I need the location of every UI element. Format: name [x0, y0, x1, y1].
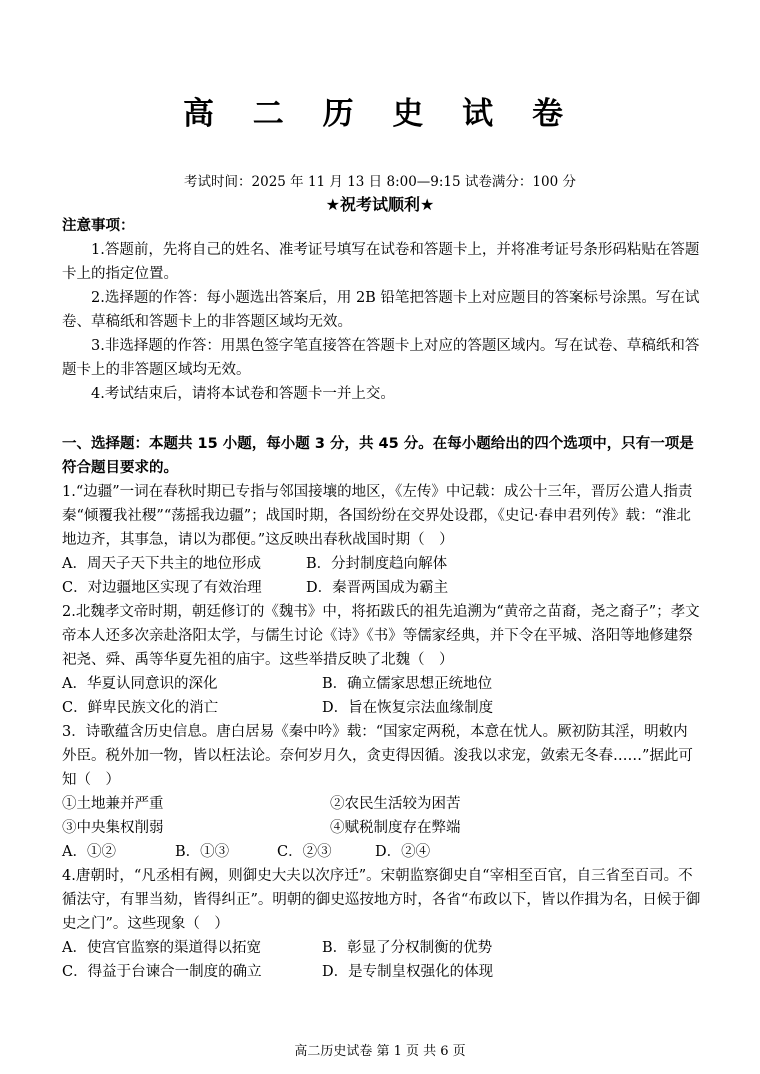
- option-d: D．秦晋两国成为霸主: [306, 580, 449, 596]
- note-item: 3.非选择题的作答：用黑色签字笔直接答在答题卡上对应的答题区域内。写在试卷、草稿纸和答题卡上的非答题区域均无效。: [62, 338, 700, 378]
- option-a: A．周天子天下共主的地位形成: [62, 556, 261, 572]
- question-1-stem: 1.“边疆”一词在春秋时期已专指与邻国接壤的地区，《左传》中记载：成公十三年，晋厉公遣人指责秦“倾覆我社稷”“荡摇我边疆”；战国时期，各国纷纷在交界处设郡，《史记·春申君列传》载：“淮北地边齐，其事急，请以为郡便。”这反映出春秋战国时期（ ）: [62, 484, 693, 548]
- note-item: 4.考试结束后，请将本试卷和答题卡一并上交。: [91, 386, 395, 402]
- statement-item: ③中央集权削弱: [62, 820, 164, 836]
- question-2-options-row: [62, 672, 702, 696]
- question-3-stem: 3．诗歌蕴含历史信息。唐白居易《秦中吟》载：“国家定两税，本意在忧人。厥初防其淫，明敕内外臣。税外加一物，皆以枉法论。奈何岁月久，贪吏得因循。浚我以求宠，敛索无冬春……”据此可知（ ）: [62, 724, 693, 788]
- page-footer: 高二历史试卷 第 1 页 共 6 页: [294, 1044, 466, 1059]
- question-2-options-row: [62, 696, 702, 720]
- question-3-items-row: [62, 816, 702, 840]
- question-4-options-row: [62, 936, 702, 960]
- option-c: C．对边疆地区实现了有效治理: [62, 580, 262, 596]
- option-c: C．得益于台谏合一制度的确立: [62, 964, 262, 980]
- option-b: B．①③: [175, 844, 230, 860]
- option-b: B．彰显了分权制衡的优势: [322, 940, 493, 956]
- option-a: A．①②: [62, 844, 116, 860]
- statement-item: ①土地兼并严重: [62, 796, 164, 812]
- question-1-options-row: [62, 552, 702, 576]
- blessing: ★祝考试顺利★: [325, 195, 435, 214]
- question-3-items-row: [62, 792, 702, 816]
- option-d: D．旨在恢复宗法血缘制度: [322, 700, 494, 716]
- note-item: 2.选择题的作答：每小题选出答案后，用 2B 铅笔把答题卡上对应题目的答案标号涂黑。写在试卷、草稿纸和答题卡上的非答题区域均无效。: [62, 290, 700, 330]
- section-heading: 一、选择题：本题共 15 小题，每小题 3 分，共 45 分。在每小题给出的四个选项中，只有一项是符合题目要求的。: [62, 436, 694, 476]
- notes-heading: 注意事项：: [62, 218, 135, 234]
- statement-item: ②农民生活较为困苦: [330, 796, 461, 812]
- exam-info: 考试时间：2025 年 11 月 13 日 8:00—9:15 试卷满分：100 分: [184, 174, 576, 190]
- question-2-stem: 2.北魏孝文帝时期，朝廷修订的《魏书》中，将拓跋氏的祖先追溯为“黄帝之苗裔，尧之裔子”；孝文帝本人还多次亲赴洛阳太学，与儒生讨论《诗》《书》等儒家经典，并下令在平城、洛阳等地修建祭祀尧、舜、禹等华夏先祖的庙宇。这些举措反映了北魏（ ）: [62, 604, 700, 668]
- question-4-options-row: [62, 960, 702, 984]
- option-c: C．鲜卑民族文化的消亡: [62, 700, 219, 716]
- question-4-stem: 4.唐朝时，“凡丞相有阙，则御史大夫以次序迁”。宋朝监察御史自“宰相至百官，自三省至百司。不循法守，有罪当劾，皆得纠正”。明朝的御史巡按地方时，各省“布政以下，皆以作揖为名，日候于御史之门”。这些现象（ ）: [62, 868, 701, 932]
- statement-item: ④赋税制度存在弊端: [330, 820, 461, 836]
- option-a: A．华夏认同意识的深化: [62, 676, 218, 692]
- option-d: D．是专制皇权强化的体现: [322, 964, 494, 980]
- content: [62, 214, 702, 984]
- option-b: B．分封制度趋向解体: [306, 556, 448, 572]
- option-c: C．②③: [277, 844, 332, 860]
- option-b: B．确立儒家思想正统地位: [322, 676, 493, 692]
- question-3-options-row: [62, 840, 702, 864]
- option-a: A．使宫官监察的渠道得以拓宽: [62, 940, 261, 956]
- page-title: 高 二 历 史 试 卷: [183, 96, 577, 132]
- note-item: 1.答题前，先将自己的姓名、准考证号填写在试卷和答题卡上，并将准考证号条形码粘贴在答题卡上的指定位置。: [62, 242, 700, 282]
- option-d: D．②④: [375, 844, 431, 860]
- question-1-options-row: [62, 576, 702, 600]
